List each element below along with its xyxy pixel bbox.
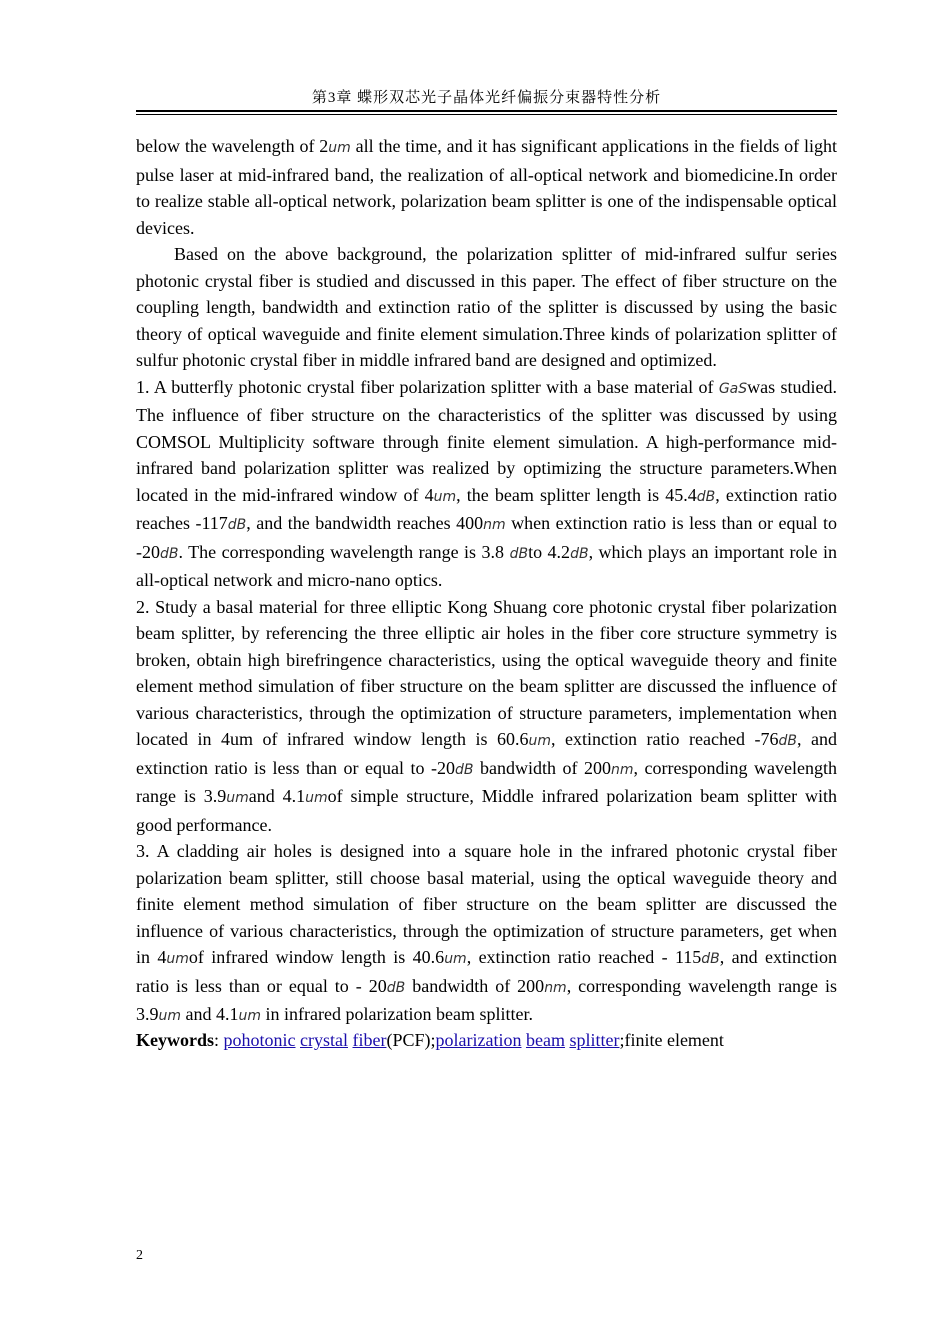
unit-db: dB bbox=[778, 733, 797, 749]
unit-um: um bbox=[238, 1008, 262, 1024]
unit-um: um bbox=[305, 790, 328, 806]
unit-nm: nm bbox=[483, 517, 506, 533]
page-number: 2 bbox=[136, 1248, 143, 1263]
keyword-link-beam[interactable]: beam bbox=[525, 1030, 565, 1050]
unit-um: um bbox=[444, 951, 467, 967]
unit-um: um bbox=[528, 733, 552, 749]
unit-db: dB bbox=[701, 951, 720, 967]
keywords-line: Keywords: pohotonic crystal fiber(PCF);polarization beam splitter;finite element bbox=[136, 1030, 724, 1050]
paragraph-item-2: 2. Study a basal material for three elliptic Kong Shuang core photonic crystal fiber polarization beam splitter, by referencing the three elliptic air holes in the fiber core structure symmetry is broken, obtain high birefringence characteristics, using the optical waveguide theory and finite element method simulation of fiber structure on the beam splitter are discussed the influence of various characteristics, through the optimization of structure parameters, implementation when located in 4um of infrared window length is 60.6um, extinction ratio reached -76dB, and extinction ratio is less than or equal to -20dB bandwidth of 200nm, corresponding wavelength range is 3.9umand 4.1umof simple structure, Middle infrared polarization beam splitter with good performance. bbox=[136, 596, 837, 835]
keyword-link-fiber[interactable]: fiber bbox=[352, 1030, 387, 1050]
unit-um: um bbox=[433, 488, 457, 505]
unit-um: um bbox=[166, 951, 189, 967]
keyword-link-polarization[interactable]: polarization bbox=[435, 1030, 522, 1050]
unit-um: um bbox=[158, 1008, 182, 1024]
unit-db: dB bbox=[509, 545, 529, 562]
keyword-link-splitter[interactable]: splitter bbox=[569, 1030, 620, 1050]
unit-db: dB bbox=[160, 545, 179, 562]
unit-nm: nm bbox=[544, 979, 567, 996]
unit-db: dB bbox=[455, 761, 474, 778]
keywords-label: Keywords bbox=[136, 1030, 214, 1050]
abstract-body bbox=[136, 133, 837, 1030]
unit-um: um bbox=[226, 790, 249, 806]
keyword-link-crystal[interactable]: crystal bbox=[300, 1030, 348, 1050]
keyword-link-pohotonic[interactable]: pohotonic bbox=[223, 1030, 296, 1050]
paragraph-2: Based on the above background, the polarization splitter of mid-infrared sulfur series photonic crystal fiber is studied and discussed in this paper. The effect of fiber structure on the coupling length, bandwidth and extinction ratio of the splitter is discussed by using the basic theory of optical waveguide and finite element simulation.Three kinds of polarization splitter of sulfur photonic crystal fiber in middle infrared band are designed and optimized. bbox=[136, 244, 837, 370]
header-rule-thick bbox=[136, 110, 837, 112]
unit-um: um bbox=[328, 140, 351, 156]
unit-db: dB bbox=[386, 979, 406, 996]
unit-nm: nm bbox=[611, 761, 634, 778]
unit-gas: GaS bbox=[718, 380, 748, 397]
paragraph-item-1: 1. A butterfly photonic crystal fiber polarization splitter with a base material of GaSwas studied. The influence of fiber structure on the characteristics of the splitter was discussed by using COMSOL Multiplicity software through finite element simulation. A high-performance mid-infrared band polarization splitter was realized by optimizing the structure parameters.When located in the mid-infrared window of 4um, the beam splitter length is 45.4dB, extinction ratio reaches -117dB, and the bandwidth reaches 400nm when extinction ratio is less than or equal to -20dB. The corresponding wavelength range is 3.8 dBto 4.2dB, which plays an important role in all-optical network and micro-nano optics. bbox=[136, 376, 837, 590]
paragraph-item-3: 3. A cladding air holes is designed into a square hole in the infrared photonic crystal fiber polarization beam splitter, still choose basal material, using the optical waveguide theory and finite element method simulation of fiber structure on the beam splitter are discussed the influence of various characteristics, through the optimization of structure parameters, get when in 4umof infrared window length is 40.6um, extinction ratio reached - 115dB, and extinction ratio is less than or equal to - 20dB bandwidth of 200nm, corresponding wavelength range is 3.9um and 4.1um in infrared polarization beam splitter. bbox=[136, 841, 838, 1024]
header-rule-thin bbox=[136, 114, 837, 115]
unit-db: dB bbox=[570, 545, 589, 562]
paragraph-1: below the wavelength of 2um all the time, and it has significant applications in the fields of light pulse laser at mid-infrared band, the realization of all-optical network and biomedicine.In order to realize stable all-optical network, polarization beam splitter is one of the indispensable optical devices. bbox=[136, 136, 837, 238]
unit-db: dB bbox=[696, 488, 716, 505]
running-header: 第3章 蝶形双芯光子晶体光纤偏振分束器特性分析 bbox=[311, 90, 662, 106]
unit-db: dB bbox=[227, 517, 247, 533]
